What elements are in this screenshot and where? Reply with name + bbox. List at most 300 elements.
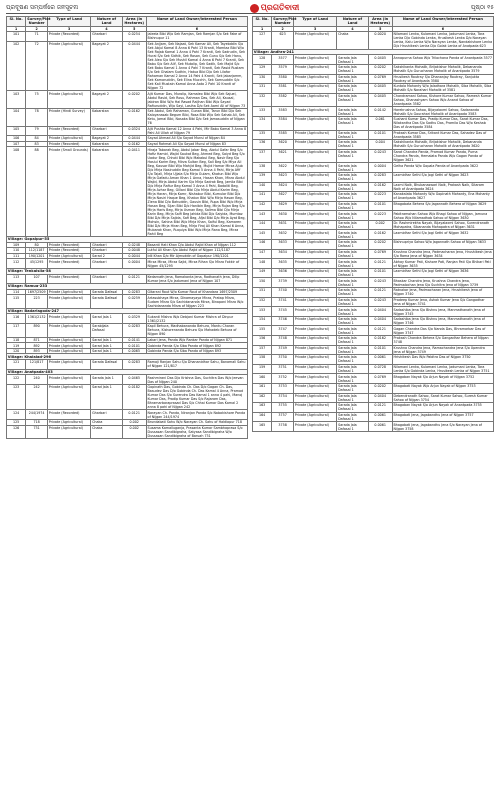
table-row <box>253 84 494 94</box>
plot-number-cell: 3635 <box>272 259 294 269</box>
owner-name-cell: Abhay Kumar Pati, Kishore Pati, Ranjan Pati S/o Bhikari Pati of Nijgan 3635 <box>392 259 493 269</box>
index-cell: 2 <box>272 26 294 32</box>
owner-name-cell: Laxmidhar Sethi S/o Jogi Sethi of Nijgan 3623 <box>392 172 493 182</box>
land-nature-cell: Kabarstan <box>91 108 122 126</box>
index-cell: 4 <box>91 26 122 32</box>
table-row <box>253 240 494 250</box>
plot-number-cell: 112/1187 <box>26 248 48 254</box>
serial-number-cell: 112 <box>7 259 26 269</box>
land-type-cell: Private (Agricultural) <box>47 337 90 343</box>
area-cell: 0.0061 <box>368 422 392 432</box>
table-row <box>253 297 494 307</box>
serial-number-cell: 125 <box>7 420 26 426</box>
plot-number-cell: 3624 <box>272 182 294 192</box>
serial-number-cell: 162 <box>253 393 272 403</box>
serial-number-cell: 128 <box>253 55 272 65</box>
table-row <box>7 410 248 420</box>
owner-name-cell: Gobinda Panda S/o Siba Panda of Nijgan 893 <box>146 348 247 354</box>
area-cell: 0.0283 <box>122 289 146 295</box>
owner-name-cell: Pradeep Kumar Jena, Ashok Kumar Jena S/o Gangadhar Jena of Nijgan 3741 <box>392 297 493 307</box>
land-nature-cell: Sarada Dafasal <box>91 360 122 370</box>
land-type-cell: Private (Agricultural) <box>293 393 336 403</box>
plot-number-cell: 623 <box>272 32 294 50</box>
plot-number-cell: 3740 <box>272 288 294 298</box>
land-nature-cell: Sarada Jala Dafasal 1 <box>337 130 368 140</box>
land-nature-cell: Sarada Jala Dafasal 1 <box>337 64 368 74</box>
plot-number-cell: 731 <box>26 425 48 439</box>
owner-name-cell: Annapurna Sahoo W/o Trilochana Panda of Anantpada 3577 <box>392 55 493 65</box>
owner-name-cell: Sadashiba Jena S/o Bishnu Jena, Manmathanath Jena of Nijgan 3745 <box>392 307 493 317</box>
serial-number-cell: 139 <box>253 172 272 182</box>
table-row <box>253 364 494 374</box>
table-row <box>253 278 494 288</box>
serial-number-cell: 105 <box>7 126 26 136</box>
table-row <box>253 355 494 365</box>
serial-number-cell: 146 <box>253 240 272 250</box>
land-nature-cell: Sarabijala Dafasal <box>91 324 122 338</box>
land-type-cell: Private (Agricultural) <box>293 278 336 288</box>
table-row <box>253 288 494 298</box>
land-nature-cell: Sarada Jala Dafasal 1 <box>337 268 368 278</box>
serial-number-cell: 134 <box>253 116 272 130</box>
land-nature-cell: Bagayat 2 <box>91 136 122 142</box>
land-nature-cell: Sarada Jala Dafasal 1 <box>337 182 368 192</box>
land-type-cell: Private (Agricultural) <box>47 314 90 324</box>
plot-number-cell: 3583 <box>272 107 294 117</box>
area-cell: 0.0202 <box>368 64 392 74</box>
table-row <box>7 147 248 237</box>
table-row <box>7 384 248 410</box>
owner-name-cell: Brundabati Sahu W/o Narayan Ch. Sahu of Haldiapur 718 <box>146 420 247 426</box>
serial-number-cell: 107 <box>7 141 26 147</box>
plot-number-cell: 244/1974 <box>26 410 48 420</box>
serial-number-cell: 127 <box>253 32 272 50</box>
owner-name-cell: Dr. Rashmirekha Nayak, Bijayalaxmi Sahoo, Surendranath Mohapatra, Sibananda Mohapatra of Nijgan 3631 <box>392 220 493 230</box>
header-type: Type of Land <box>293 17 336 27</box>
table-row <box>253 259 494 269</box>
land-nature-cell: Bagayat 2 <box>91 41 122 91</box>
land-type-cell: Private (Agricultural) <box>293 288 336 298</box>
land-nature-cell: Sarada Jala Dafasal 1 <box>337 149 368 163</box>
table-row <box>253 163 494 173</box>
land-type-cell: Private (Agricultural) <box>293 383 336 393</box>
header-owner: Name of Land Owner/Interested Person <box>392 17 493 27</box>
area-cell: 0.0121 <box>368 326 392 336</box>
serial-number-cell: 149 <box>253 268 272 278</box>
serial-number-cell: 137 <box>253 149 272 163</box>
header-area: Area (in Hectares) <box>368 17 392 27</box>
newspaper-logo <box>250 3 299 13</box>
plot-number-cell: 3582 <box>272 93 294 107</box>
land-type-cell: Private (Agricultural) <box>293 201 336 211</box>
land-type-cell: Private (Agricultural) <box>293 355 336 365</box>
land-type-cell: Private (Recorded) <box>47 242 90 248</box>
area-cell: 0.0162 <box>368 230 392 240</box>
plot-number-cell: 890 <box>26 324 48 338</box>
plot-number-cell: 3580 <box>272 74 294 84</box>
table-row <box>253 403 494 413</box>
right-table-body <box>253 32 494 432</box>
owner-name-cell: Sushant Kumar Das, Pradip Kumar Das, Sarat Kumar Das, Nilakantha Das S/o Sadhu Das, Pramila Das W/o Keshab Das of Anantpada 3584 <box>392 116 493 130</box>
left-column <box>6 16 248 786</box>
land-type-cell: Private (Agricultural) <box>293 412 336 422</box>
serial-number-cell: 142 <box>253 201 272 211</box>
land-nature-cell: Sarada Jala Dafasal 1 <box>337 374 368 384</box>
serial-number-cell: 151 <box>253 288 272 298</box>
plot-number-cell: 84 <box>26 136 48 142</box>
serial-number-cell: 130 <box>253 74 272 84</box>
owner-name-cell: Bhagabati Jena, Jagabandhu Jena of Nijgan 3757 <box>392 412 493 422</box>
land-type-cell: Private (Agricultural) <box>293 163 336 173</box>
plot-number-cell: 3632 <box>272 230 294 240</box>
land-nature-cell: Sarada Jala Dafasal 1 <box>337 140 368 150</box>
owner-name-cell: Laxmidhar Sethi S/o Jogi Sethi of Nijgan 3636 <box>392 268 493 278</box>
plot-number-cell: 3581 <box>272 84 294 94</box>
land-type-cell: Private (Agricultural) <box>293 93 336 107</box>
table-row <box>253 211 494 221</box>
land-type-cell: Private (Recorded) <box>47 259 90 269</box>
land-type-cell: Private (Agricultural) <box>47 91 90 109</box>
land-type-cell: Private (Agricultural) <box>47 384 90 410</box>
area-cell: 0.0444 <box>122 136 146 142</box>
serial-number-cell: 113 <box>7 274 26 284</box>
owner-name-cell: Sayad Ahmad Ali S/o Sayad Munsi of Nijgan 84 <box>146 136 247 142</box>
serial-number-cell: 119 <box>7 343 26 349</box>
land-type-cell: Private (Agricultural) <box>293 336 336 346</box>
area-cell: 0.0411 <box>122 147 146 237</box>
land-type-cell: Private (Agricultural) <box>47 360 90 370</box>
serial-number-cell: 163 <box>253 403 272 413</box>
plot-number-cell: 3636 <box>272 268 294 278</box>
land-type-cell: Private (Agricultural) <box>293 249 336 259</box>
plot-number-cell: 3634 <box>272 249 294 259</box>
serial-number-cell: 161 <box>253 383 272 393</box>
serial-number-cell: 138 <box>253 163 272 173</box>
serial-number-cell: 156 <box>253 336 272 346</box>
land-type-cell: Private (Agricultural) <box>293 345 336 355</box>
left-land-table <box>6 16 248 439</box>
serial-number-cell: 124 <box>7 410 26 420</box>
area-cell: 0.0044 <box>122 253 146 259</box>
owner-name-cell: Bhagabata Behera S/o Jagannath Behera of Nijgan 3629 <box>392 201 493 211</box>
serial-number-cell: 144 <box>253 220 272 230</box>
serial-number-cell: 133 <box>253 107 272 117</box>
owner-name-cell: Debendranath Sahoo, Sarat Kumar Sahoo, Suresh Kumar Sahoo of Nijgan 3754 <box>392 393 493 403</box>
serial-number-cell: 159 <box>253 364 272 374</box>
land-type-cell: Private (Agricultural) <box>293 230 336 240</box>
land-nature-cell: Chaka <box>337 32 368 50</box>
area-cell: 0.0404 <box>368 316 392 326</box>
plot-number-cell: 88 <box>26 147 48 237</box>
table-row <box>7 108 248 126</box>
area-cell: 0.0162 <box>368 182 392 192</box>
village-heading: Village: Khalalad-296 <box>7 354 248 360</box>
area-cell: 0.0405 <box>368 84 392 94</box>
plot-number-cell: 45/1295 <box>26 259 48 269</box>
header-plot: Survey/Plot Number <box>273 17 297 26</box>
owner-name-cell: Sarat Chandra Panda, Pramod Kumar Panda, Purna Chandra Panda, Hemalata Panda W/o Gagan Panda of Nijgan 3621 <box>392 149 493 163</box>
owner-name-cell: Hiraja Tabarak Beg, Abdul Jabar Beg, Abdul Gafar Beg S/o Hafiz Hamid, Wajid Saukat Beg, Ahmed Beg, Saiyd Beg S/o Uadur Beg, Chhoti Bibi W/o Makabul Beg, Nasir Beg S/o Hasiul Karim Beg, Mirza Sultan Beg, Sali Beg S/o Miya Ali Beg, Kausar Bibi W/o Mahjid Beg, Mujid Hamar Mirza Ajub D/o Mirja Nasiruddin Beg Kamal 5 Anna 4 Pahi, Mirja Afif S/o Tajali, Mirja Ujjala S/o Mirja Gulam, Khatun Bibi W/o Mirja Gafadu Aman Khan 1 Anna, Hasan Khan, Mirza Abdul Wajid, Mirja Abdul Karim S/o Mirja Sadrak Beg, Jamila Bibi D/o Mirja Rafiur Beg Kamal 3 Anna 4 Pahi, Badaliti Beg, Mirja Azhar Beg, Gillani Bibi D/o Mirja Abdul Karim Beg, Mirja Haran, Mirja Kamr, Nishabur Bibi, Kumular Bibi D/o Mirja Nasiri Haque Beg, Khatun Bibi W/o Mirja Hasan Beg, Ziena Bibi D/o Bahuddin, Gausin Bibi, Rupa Bibi W/o Mirja Hasan Beg, Sijan Bibi D/o Hanibin Beg, Mirja Rujan Beg S/o Mirja Haris Beg, Mirja Usman Beg, Salima Bibi D/o Mirja Karin Beg, Mirja Saifi Beg Jahida Bibi D/o Saiyida, Mumtaz Bibi D/o Mirja Sajida, Safi Beg, Afjal Bibi D/o Mirja Ayat Beg, Mohsin, Sahina Bibi W/o Mirja Khan, Saiful Beg, Kamaren Bibi D/o Mirja Hiran Beg, Mirja Firoj Ali Khan Kamal 6 Anna, Mubarak Khan, Ruquiya Bibi W/o Mirja Rana Beg, Mirza Rahil Beg <box>147 147 246 236</box>
table-row <box>7 126 248 136</box>
serial-number-cell: 153 <box>253 307 272 317</box>
area-cell: 0.0048 <box>122 248 146 254</box>
land-nature-cell: Kabarstan <box>91 141 122 147</box>
owner-name-cell: Chandramani Sahoo, Kishore Kumar Sahoo, Ramesh Kumar Sahoo, Ghanashyam Sahoo W/o Anand Sahoo of Anantpada 3582 <box>392 93 493 107</box>
plot-number-cell: 3749 <box>272 345 294 355</box>
land-type-cell: Private (Agricultural) <box>293 64 336 74</box>
land-nature-cell: Gharbari <box>91 242 122 248</box>
land-type-cell: Private (Recorded) <box>47 126 90 136</box>
land-nature-cell: Sarada Jala Dafasal 1 <box>337 172 368 182</box>
serial-number-cell: 164 <box>253 412 272 422</box>
table-row <box>7 32 248 42</box>
area-cell: 0.0405 <box>368 93 392 107</box>
area-cell: 0.0004 <box>368 163 392 173</box>
area-cell: 0.0061 <box>368 412 392 422</box>
plot-number-cell: 3621 <box>272 149 294 163</box>
owner-name-cell: Gelha Panda W/o Gopala Panda of Anantpada 3622 <box>392 163 493 173</box>
land-nature-cell: Sarada Jala Dafasal 1 <box>337 163 368 173</box>
area-cell: 0.0121 <box>368 288 392 298</box>
table-row <box>253 182 494 192</box>
area-cell: 0.0162 <box>368 336 392 346</box>
area-cell: 0.0444 <box>122 41 146 91</box>
columns <box>6 16 494 786</box>
owner-name-cell: Mirza Mirza, Mirza Sajid, Mirza Rihan S/o Mirza Fokkir of Nijgan 45/1295 <box>146 259 247 269</box>
land-type-cell: Private (Small Grounds) <box>47 147 90 237</box>
serial-number-cell: 102 <box>7 41 26 91</box>
land-type-cell: Private (Agricultural) <box>47 253 90 259</box>
serial-number-cell: 143 <box>253 211 272 221</box>
area-cell: 0.0404 <box>368 393 392 403</box>
land-nature-cell: Chaka <box>91 420 122 426</box>
area-cell: 0.0769 <box>368 374 392 384</box>
table-row <box>253 345 494 355</box>
area-cell: 0.0121 <box>368 259 392 269</box>
owner-name-cell: Susama Kamalluganja, Prasanta Kumar Sambhaprasa S/o Dussasan Sandibigraha, Satyasa Sandibigraha W/o Dussasan Sandibigraha of Baruah 731 <box>146 425 247 439</box>
owner-name-cell: Ajit Kumar Das, Murolip, Kamaleo Bibi W/o Sek Sajuel, Abdul Rasid, Sek Rosu, Rahman Das, Sek Ali, Kausal, Jabiran Bibi W/o Hai Rasad Raijhan Bibi W/o Sayad Rafiuruddin, W/o Sayi, Lasiha D/o Sek Aami Ali of Nijgan 73 <box>146 91 247 109</box>
land-type-cell: Private (Recorded) <box>47 32 90 42</box>
owner-name-cell: Gopinath Das, Gobinda Ch. Das D/o Gagan Ch. Das, Basudev Das D/o Gobinda Ch. Das Kamal 4 Anna, Pramod Kumar Das S/o Surendra Das Kamal 1 anna 4 pahi, Manoj Kumar Das, Pradip Kumar Das S/o Rajaram Das, Bhramarbaraprasad Das S/o Chhai Kumar Das Kamal 2 anna 8 pahi of Nijgan 242 <box>146 384 247 410</box>
area-cell: 0.0254 <box>122 32 146 42</box>
village-heading: Village: Gopalpur-55 <box>7 236 248 242</box>
area-cell: 0.002 <box>368 220 392 230</box>
table-row <box>253 393 494 403</box>
left-table-body <box>7 32 248 439</box>
area-cell: 0.0243 <box>368 149 392 163</box>
land-nature-cell: Gharbari <box>91 126 122 136</box>
owner-name-cell: Prakash Kumar Das, Srikant Kumar Das, Sahadev Das of Anantpada 3585 <box>392 130 493 140</box>
area-cell: 0.0061 <box>368 355 392 365</box>
land-nature-cell: Sarada Jala Dafasal 1 <box>337 249 368 259</box>
serial-number-cell: 104 <box>7 108 26 126</box>
area-cell: 0.0259 <box>122 295 146 309</box>
plot-number-cell: 1361/2132 <box>26 314 48 324</box>
area-cell: 0.0101 <box>368 345 392 355</box>
header-owner: Name of Land Owner/Interested Person <box>146 17 247 27</box>
land-type-cell: Private (Agricultural) <box>293 192 336 202</box>
land-nature-cell: Bagayat 2 <box>91 91 122 109</box>
land-nature-cell: Sarada Jala Dafasal 1 <box>337 364 368 374</box>
area-cell: 0.0329 <box>122 314 146 324</box>
area-cell: 0.0283 <box>368 172 392 182</box>
plot-number-cell: 3747 <box>272 326 294 336</box>
plot-number-cell: 3748 <box>272 336 294 346</box>
land-nature-cell: Sarada Jala Dafasal 1 <box>337 55 368 65</box>
land-type-cell: Private (Agricultural) <box>293 182 336 192</box>
serial-number-cell: 150 <box>253 278 272 288</box>
plot-number-cell: 3579 <box>272 64 294 74</box>
header-type: Type of Land <box>47 17 90 27</box>
area-cell: 0.0162 <box>122 108 146 126</box>
plot-number-cell: 79 <box>26 126 48 136</box>
land-nature-cell: Gharbari <box>91 32 122 42</box>
land-type-cell: Private (Agricultural) <box>47 289 90 295</box>
serial-number-cell: 141 <box>253 192 272 202</box>
owner-name-cell: Sakshikanta Mohalik, Brijakishor Mohalik, Debananda Mohalik S/o Gurucharan Mohalik of Anantpada 3620 <box>392 140 493 150</box>
area-cell: 0.0283 <box>122 324 146 338</box>
serial-number-cell: 109 <box>7 242 26 248</box>
owner-name-cell: Idil Khan D/o Mir Ajmuddin of Gopalpur 190/1201 <box>146 253 247 259</box>
serial-number-cell: 129 <box>253 64 272 74</box>
land-nature-cell: Gharbari <box>91 248 122 254</box>
serial-number-cell: 160 <box>253 374 272 384</box>
area-cell: 0.061 <box>368 116 392 130</box>
land-nature-cell: Sarada Jala Dafasal 1 <box>337 192 368 202</box>
land-nature-cell: Sarada Jala Dafasal 1 <box>337 316 368 326</box>
land-nature-cell: Sarada Jala Dafasal 1 <box>337 412 368 422</box>
village-heading: Village: Badarlagoda-247 <box>7 308 248 314</box>
serial-number-cell: 115 <box>7 295 26 309</box>
serial-number-cell: 101 <box>7 32 26 42</box>
owner-name-cell: Kuntala Mohanty W/o Jaladhara Mohalik, Siba Mohalik, Siba Mohalik S/o Narahari Mohalik of 3581 <box>392 84 493 94</box>
area-cell: 0.0065 <box>122 348 146 354</box>
area-cell: 0.002 <box>122 425 146 439</box>
area-cell: 0.0465 <box>122 375 146 385</box>
area-cell: 0.0243 <box>368 297 392 307</box>
serial-number-cell: 117 <box>7 324 26 338</box>
land-nature-cell: Sarada Jala Dafasal 1 <box>337 259 368 269</box>
area-cell: 0.0769 <box>368 74 392 84</box>
table-row <box>253 201 494 211</box>
plot-number-cell: 3753 <box>272 383 294 393</box>
plot-number-cell: 3620 <box>272 140 294 150</box>
serial-number-cell: 121 <box>7 360 26 370</box>
land-nature-cell: Sarada Jala Dafasal 1 <box>337 201 368 211</box>
plot-number-cell: 3751 <box>272 364 294 374</box>
area-cell: 0.0121 <box>122 274 146 284</box>
table-row <box>7 274 248 284</box>
land-nature-cell: Sarada Jala Dafasal 1 <box>337 278 368 288</box>
table-row <box>7 375 248 385</box>
table-row <box>253 192 494 202</box>
land-type-cell: Private (Agricultural) <box>47 41 90 91</box>
land-type-cell: Private (Agricultural) <box>47 375 90 385</box>
owner-name-cell: Laxmi Naik, Bhubanaswari Naik, Prakash Naik, Sitaram Naik of Anantpada 3624 <box>392 182 493 192</box>
plot-number-cell: 223 <box>26 295 48 309</box>
land-type-cell: Private (Agricultural) <box>293 364 336 374</box>
owner-name-cell: Harekrushna Sahoo, Bijayalaxmi Sahoo, Sadananda Mohalik S/o Gourahari Mohalik of Anantpada 3583 <box>392 107 493 117</box>
table-row <box>253 220 494 230</box>
index-cell: 5 <box>122 26 146 32</box>
owner-name-cell: Rashmirani Das D/o Krishna Das, Suchitra Das W/o Jeevan Das of Nijgan 240 <box>146 375 247 385</box>
right-column <box>252 16 494 786</box>
header-sl: Sl. No. <box>7 17 26 27</box>
plot-number-cell: 893 <box>26 348 48 354</box>
plot-number-cell: 3757 <box>272 412 294 422</box>
table-row <box>7 295 248 309</box>
table-row <box>253 422 494 432</box>
land-type-cell: Private (Agricultural) <box>293 316 336 326</box>
plot-number-cell: 75 <box>26 91 48 109</box>
land-nature-cell: Sarad Jala 1 <box>91 337 122 343</box>
land-nature-cell: Sarada Jala Dafasal 1 <box>337 422 368 432</box>
land-nature-cell: Sarada Jala Dafasal 1 <box>337 288 368 298</box>
owner-name-cell: Kanakalata Mohanty W/o Gopinath Mohanty, Ena Mohanty of Anantpada 3627 <box>392 192 493 202</box>
owner-name-cell: Sakshikanta Mohalik, Brijakishor Mohalik, Debananda Mohalik S/o Gurucharan Mohalik of Anantpada 3579 <box>392 64 493 74</box>
land-type-cell: Private (Agricultural) <box>47 295 90 309</box>
owner-name-cell: Bishnupriya Sahoo W/o Jagannath Sahoo of Nijgan 3633 <box>392 240 493 250</box>
area-cell: 0.0162 <box>122 141 146 147</box>
header-plot: Survey/Plot Number <box>27 17 51 26</box>
index-cell: 1 <box>253 26 272 32</box>
owner-name-cell: Bhagaban Nayak S/o Arjun Nayak of Nijgan 3752 <box>392 374 493 384</box>
serial-number-cell: 123 <box>7 384 26 410</box>
owner-name-cell: Laxmidhar Sethi S/o Jogi Sethi of Nijgan 3632 <box>392 230 493 240</box>
plot-number-cell: 3758 <box>272 422 294 432</box>
owner-name-cell: Nilamani Lenka, Kulamani Lenka, Jadumani Lenka, Tara Lenka D/o Gobinda Lenka, Hrusikesh Lenka D/o Narayan Lenka, Kalu Lenka W/o Narayan Lenka, Nandakishore Lenka D/o Hrushikesh Lenka D/o Golak Lenka of Anatpada 623 <box>393 32 493 49</box>
serial-number-cell: 136 <box>253 140 272 150</box>
serial-number-cell: 132 <box>253 93 272 107</box>
land-type-cell: Private (Agricultural) <box>293 55 336 65</box>
table-row <box>253 326 494 336</box>
owner-name-cell: Gagan Chandra Das S/o Nanda Das, Bhramarbar Das of Nijgan 3747 <box>392 326 493 336</box>
land-type-cell: Private (Agricultural) <box>293 403 336 413</box>
area-cell: 0.0101 <box>368 201 392 211</box>
header-area: Area (in Hectares) <box>122 17 146 27</box>
table-row <box>253 32 494 50</box>
plot-number-cell: 3746 <box>272 316 294 326</box>
land-nature-cell: Sarad Jala 1 <box>91 314 122 324</box>
plot-number-cell: 3750 <box>272 355 294 365</box>
land-nature-cell: Sarada Jala Dafasal 1 <box>337 240 368 250</box>
plot-number-cell: 3630 <box>272 211 294 221</box>
land-nature-cell: Gharbari <box>91 274 122 284</box>
land-type-cell: Private (Agricultural) <box>293 32 336 50</box>
serial-number-cell: 103 <box>7 91 26 109</box>
owner-name-cell: Bhaskar Chandra Jena, Krushna Chandra Jena, Padmalochan Jena S/o Suchitra Jena of Nijgan 3739 <box>392 278 493 288</box>
land-nature-cell: Sarada Jala Dafasal 1 <box>337 336 368 346</box>
index-cell: 2 <box>26 26 48 32</box>
land-nature-cell: Sarad 2 <box>91 253 122 259</box>
plot-number-cell: 3752 <box>272 374 294 384</box>
area-cell: 0.0182 <box>122 384 146 410</box>
plot-number-cell: 80 <box>26 242 48 248</box>
land-type-cell: Private (Agricultural) <box>47 348 90 354</box>
land-type-cell: Private (Agricultural) <box>293 84 336 94</box>
land-nature-cell: Sarada Jala Dafasal 1 <box>337 84 368 94</box>
land-type-cell: Private (Agricultural) <box>293 422 336 432</box>
land-nature-cell: Sarada Jala Dafasal 1 <box>337 355 368 365</box>
land-type-cell: Private (Agricultural) <box>293 326 336 336</box>
plot-number-cell: 121/817 <box>26 360 48 370</box>
land-type-cell: Private (Agricultural) <box>47 343 90 349</box>
land-nature-cell: Sarada Jala Dafasal 1 <box>337 393 368 403</box>
index-cell: 4 <box>337 26 368 32</box>
land-nature-cell: Sarada Jala Dafasal 1 <box>337 230 368 240</box>
logo-text: ପ୍ରଗତିବାଦୀ <box>260 3 300 12</box>
table-row <box>253 268 494 278</box>
